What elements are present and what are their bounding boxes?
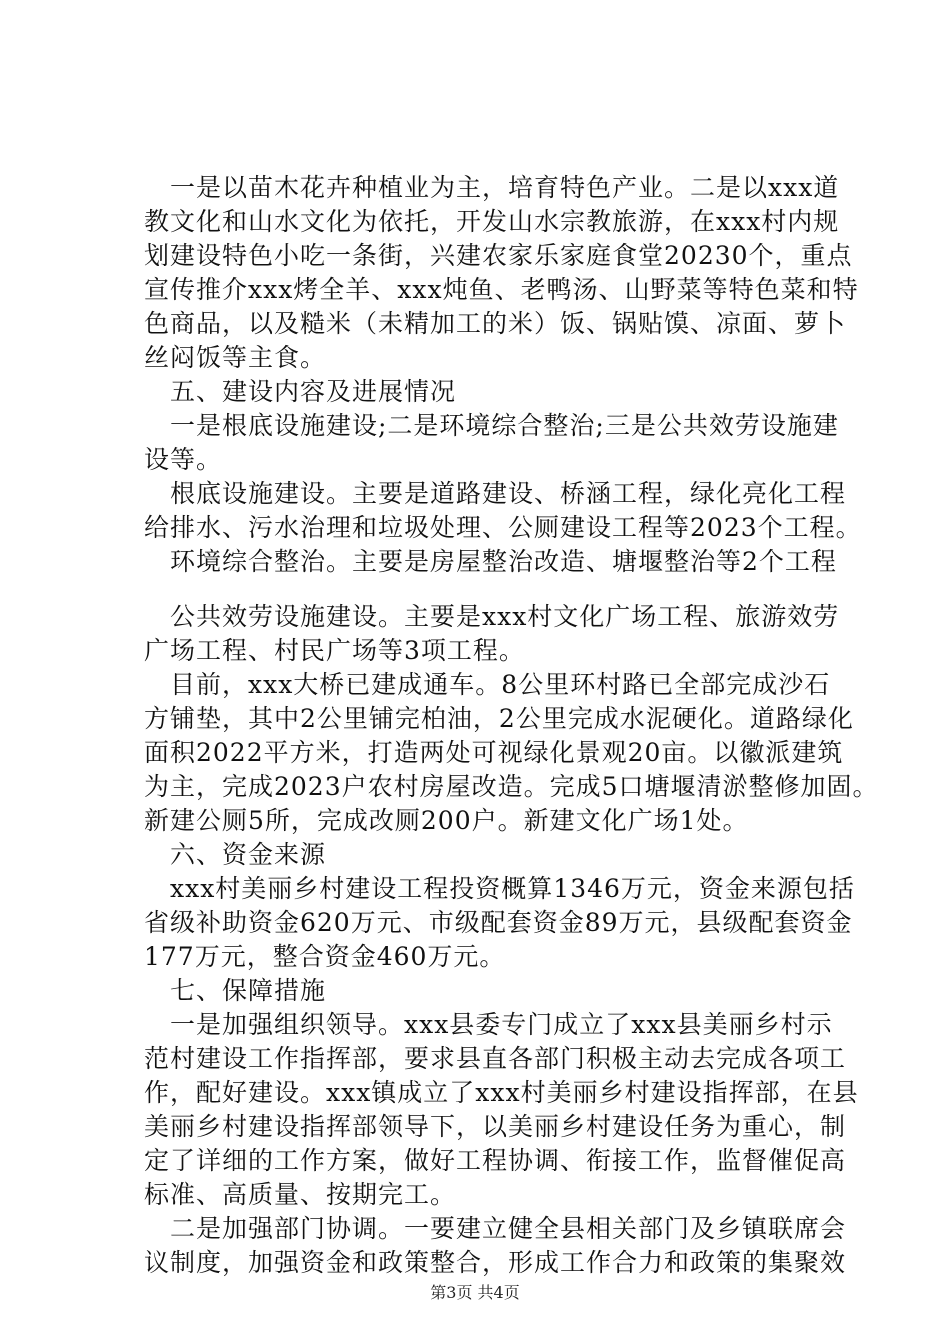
text-line: 丝闷饭等主食。	[144, 343, 327, 372]
text-line: 定了详细的工作方案，做好工程协调、衔接工作，监督催促高	[144, 1146, 847, 1175]
section-heading: 六、资金来源	[144, 840, 327, 869]
text-line: 色商品，以及糙米（未精加工的米）饭、锅贴馍、凉面、萝卜	[144, 309, 847, 338]
text-line: 一是根底设施建设;二是环境综合整治;三是公共效劳设施建	[144, 411, 839, 440]
text-line: 环境综合整治。主要是房屋整治改造、塘堰整治等2个工程	[144, 547, 837, 576]
text-line: 教文化和山水文化为依托，开发山水宗教旅游，在xxx村内规	[144, 207, 840, 236]
page-number-footer: 第3页 共4页	[430, 1283, 520, 1302]
text-line: 划建设特色小吃一条街，兴建农家乐家庭食堂20230个，重点	[144, 241, 853, 270]
text-line: 美丽乡村建设指挥部领导下，以美丽乡村建设任务为重心，制	[144, 1112, 847, 1141]
text-line: 新建公厕5所，完成改厕200户。新建文化广场1处。	[144, 806, 749, 835]
section-heading: 五、建设内容及进展情况	[144, 377, 457, 406]
text-line: xxx村美丽乡村建设工程投资概算1346万元，资金来源包括	[144, 874, 855, 903]
text-line: 标准、高质量、按期完工。	[144, 1180, 457, 1209]
text-line: 根底设施建设。主要是道路建设、桥涵工程，绿化亮化工程	[144, 479, 847, 508]
text-line: 范村建设工作指挥部，要求县直各部门积极主动去完成各项工	[144, 1044, 847, 1073]
text-line: 一是以苗木花卉种植业为主，培育特色产业。二是以xxx道	[144, 173, 840, 202]
text-line: 省级补助资金620万元、市级配套资金89万元，县级配套资金	[144, 908, 853, 937]
text-line: 议制度，加强资金和政策整合，形成工作合力和政策的集聚效	[144, 1248, 847, 1277]
text-line: 177万元，整合资金460万元。	[144, 942, 506, 971]
text-line: 一是加强组织领导。xxx县委专门成立了xxx县美丽乡村示	[144, 1010, 833, 1039]
text-line: 作，配好建设。xxx镇成立了xxx村美丽乡村建设指挥部，在县	[144, 1078, 859, 1107]
text-line: 设等。	[144, 445, 223, 474]
text-line: 广场工程、村民广场等3项工程。	[144, 636, 525, 665]
text-line: 方铺垫，其中2公里铺完柏油，2公里完成水泥硬化。道路绿化	[144, 704, 854, 733]
text-line: 为主，完成2023户农村房屋改造。完成5口塘堰清淤整修加固。	[144, 772, 879, 801]
text-line: 给排水、污水治理和垃圾处理、公厕建设工程等2023个工程。	[144, 513, 862, 542]
text-line: 公共效劳设施建设。主要是xxx村文化广场工程、旅游效劳	[144, 602, 840, 631]
text-line: 目前，xxx大桥已建成通车。8公里环村路已全部完成沙石	[144, 670, 831, 699]
text-line: 二是加强部门协调。一要建立健全县相关部门及乡镇联席会	[144, 1214, 847, 1243]
text-line: 面积2022平方米，打造两处可视绿化景观20亩。以徽派建筑	[144, 738, 844, 767]
text-line: 宣传推介xxx烤全羊、xxx炖鱼、老鸭汤、山野菜等特色菜和特	[144, 275, 859, 304]
section-heading: 七、保障措施	[144, 976, 327, 1005]
